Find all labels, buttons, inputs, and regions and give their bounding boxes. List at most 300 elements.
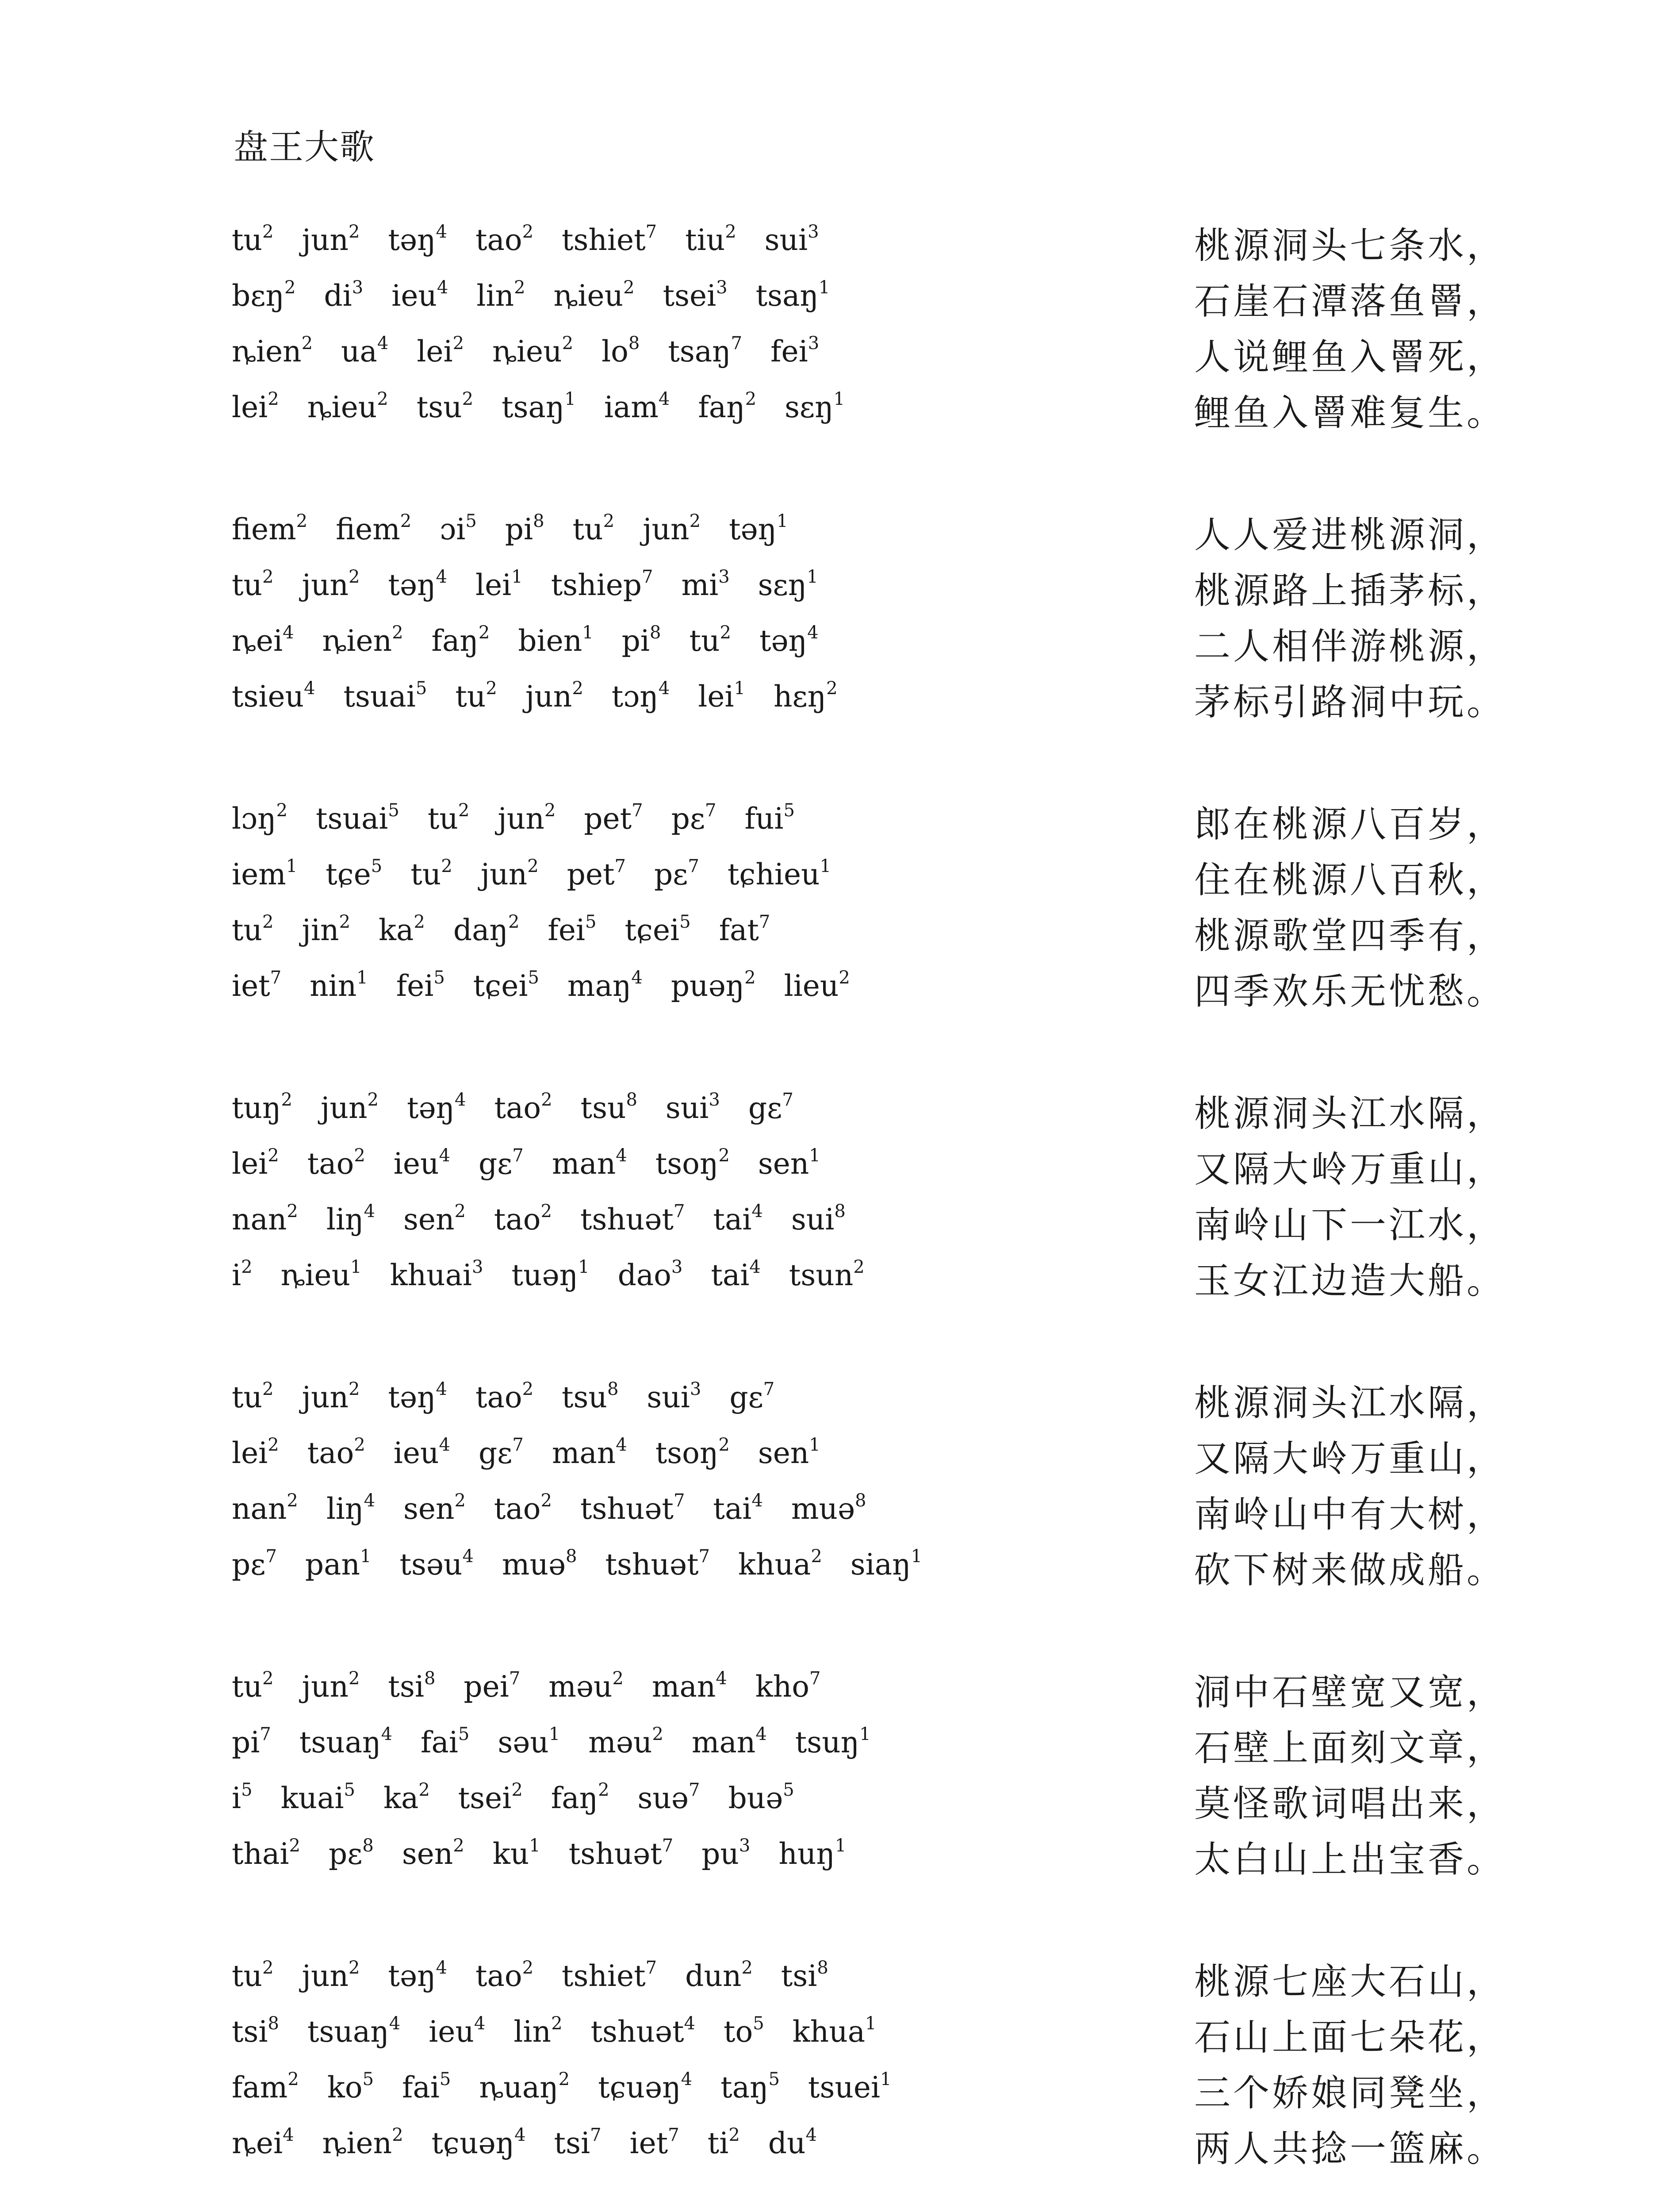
syllable-text: tɕuəŋ [431,2126,515,2160]
syllable-text: ȵieu [280,1258,351,1292]
syllable [604,390,670,424]
syllable [505,512,544,546]
syllable [232,1202,298,1237]
tone-number: 4 [436,1379,447,1399]
syllable [341,334,388,369]
syllable [232,390,279,424]
tone-number: 1 [529,1836,540,1856]
chinese-translation: 又隔大岭万重山， [1194,1148,1506,1190]
syllable-text: məu [548,1670,613,1704]
tone-number: 4 [514,2125,526,2145]
syllable [689,624,731,658]
syllable-text: tshiep [551,568,642,602]
syllable-text: ȵei [232,2126,283,2160]
syllable [758,1147,820,1181]
tone-number: 2 [541,1090,552,1110]
syllable [417,390,473,424]
tone-number: 2 [486,678,497,699]
tone-number: 7 [698,1546,710,1567]
verse-line [232,384,1523,440]
tone-number: 2 [458,800,470,821]
tone-number: 2 [367,1090,379,1110]
syllable [652,1670,727,1704]
syllable-text: sui [647,1380,690,1414]
syllable [232,1725,271,1759]
syllable-text: ȵieu [553,279,624,313]
syllable [765,223,819,257]
syllable [232,279,295,313]
tone-number: 2 [511,1780,523,1800]
tone-number: 8 [607,1379,619,1399]
tone-number: 4 [658,389,670,409]
syllable [232,1959,273,1993]
syllable [388,223,447,257]
verse-line [232,273,1523,328]
syllable-text: pɛ [654,857,688,891]
tone-number: 7 [509,1668,521,1689]
syllable-text: pi [621,624,650,658]
tone-number: 2 [522,1379,534,1399]
tone-number: 1 [578,1257,590,1277]
tone-number: 1 [807,567,818,587]
tone-number: 4 [755,1724,767,1744]
syllable [562,223,657,257]
verse-line [232,907,1523,963]
tone-number: 3 [808,333,820,353]
syllable-text: fiem [232,512,296,546]
phonetic-transcription [232,680,866,714]
syllable [232,680,315,714]
syllable [758,1436,820,1470]
verse-line [232,1719,1523,1775]
song-text [232,217,1523,2212]
syllable [612,680,670,714]
tone-number: 8 [628,333,640,353]
tone-number: 2 [392,2125,403,2145]
syllable-text: sen [758,1147,809,1181]
tone-number: 7 [673,1490,685,1511]
verse-line [232,618,1523,673]
syllable-text: tao [494,1091,541,1125]
tone-number: 7 [763,1379,775,1399]
syllable-text: tsieu [232,680,304,714]
phonetic-transcription [232,857,859,891]
syllable [232,802,287,836]
syllable-text: gɛ [729,1380,763,1414]
tone-number: 2 [522,222,534,242]
tone-number: 2 [268,1145,279,1166]
syllable [494,1492,552,1526]
syllable [738,1548,822,1582]
syllable [581,1091,637,1125]
syllable [326,1492,375,1526]
tone-number: 2 [289,1836,300,1856]
tone-number: 7 [668,2125,679,2145]
syllable-text: sɛŋ [785,390,834,424]
tone-number: 7 [265,1546,277,1567]
tone-number: 2 [262,912,274,932]
verse-line [232,1775,1523,1831]
tone-number: 4 [283,2125,294,2145]
tone-number: 1 [865,2013,877,2034]
syllable-text: nan [232,1202,287,1237]
syllable-text: sen [403,1202,455,1237]
tone-number: 4 [749,1257,761,1277]
syllable-text: tai [711,1258,750,1292]
tone-number: 2 [612,1668,624,1689]
syllable [455,680,497,714]
tone-number: 1 [880,2069,892,2089]
syllable-text: tshiet [562,223,646,257]
tone-number: 8 [834,1201,846,1221]
chinese-translation: 桃源歌堂四季有， [1194,915,1506,957]
syllable [569,1837,673,1871]
chinese-translation: 两人共捻一篮麻。 [1194,2128,1506,2170]
phonetic-transcription [232,512,816,546]
syllable [232,2126,294,2160]
syllable-text: tsei [458,1781,512,1815]
syllable [808,2070,892,2104]
syllable [402,1837,464,1871]
chinese-translation: 桃源七座大石山， [1194,1961,1506,2003]
tone-number: 4 [616,1145,627,1166]
syllable [755,1670,821,1704]
syllable-text: tu [232,1959,263,1993]
syllable-text: tshiet [562,1959,646,1993]
syllable [232,334,313,369]
tone-number: 5 [783,800,795,821]
syllable-text: fai [421,1725,458,1759]
syllable-text: to [723,2015,753,2049]
syllable [403,1492,466,1526]
syllable [307,1147,365,1181]
tone-number: 1 [911,1546,923,1567]
syllable-text: tsoŋ [655,1436,719,1470]
phonetic-transcription [232,624,847,658]
tone-number: 4 [807,622,819,643]
syllable-text: lieu [784,969,839,1003]
syllable-text: huŋ [778,1837,835,1871]
syllable [417,334,464,369]
verse-line [232,1085,1523,1141]
stanza [232,506,1523,729]
chinese-translation: 石崖石潭落鱼罾， [1194,280,1506,323]
running-header: 盘王大歌 [234,127,376,167]
phonetic-transcription [232,913,798,947]
tone-number: 2 [276,800,288,821]
tone-number: 7 [270,968,282,988]
tone-number: 7 [662,1836,674,1856]
syllable [232,913,273,947]
syllable-text: jun [321,1091,368,1125]
syllable-text: tu [232,568,263,602]
syllable-text: tsuaŋ [299,1725,381,1759]
tone-number: 1 [818,277,830,298]
tone-number: 2 [540,1201,552,1221]
tone-number: 2 [527,856,539,876]
syllable [475,1380,533,1414]
syllable [591,2015,695,2049]
syllable [453,913,520,947]
tone-number: 5 [241,1780,253,1800]
syllable-text: tɕe [326,857,371,891]
tone-number: 2 [354,1145,365,1166]
stanza [232,1374,1523,1597]
phonetic-transcription [232,1781,823,1815]
syllable-text: pɛ [232,1548,266,1582]
syllable [326,1202,375,1237]
syllable-text: tao [475,1380,522,1414]
syllable-text: dun [685,1959,742,1993]
syllable-text: jin [302,913,339,947]
syllable-text: jun [302,1959,349,1993]
syllable-text: ɔi [440,512,466,546]
verse-line [232,562,1523,618]
syllable-text: tɔŋ [611,680,659,714]
tone-number: 2 [689,511,701,531]
chinese-translation: 莫怪歌词唱出来， [1194,1783,1506,1825]
tone-number: 4 [381,1724,393,1744]
syllable [232,1492,298,1526]
tone-number: 4 [631,968,643,988]
syllable [567,857,626,891]
syllable [232,1091,292,1125]
syllable-text: tai [713,1492,752,1526]
tone-number: 2 [241,1257,253,1277]
syllable-text: pu [701,1837,739,1871]
tone-number: 4 [377,333,389,353]
tone-number: 1 [859,1724,871,1744]
chinese-translation: 石山上面七朵花， [1194,2016,1506,2058]
syllable [502,390,576,424]
syllable [232,1670,273,1704]
syllable-text: thai [232,1837,289,1871]
syllable [388,568,447,602]
syllable-text: pet [567,857,615,891]
tone-number: 2 [348,567,360,587]
syllable-text: jun [643,512,690,546]
syllable [759,624,819,658]
phonetic-transcription [232,223,847,257]
tone-number: 2 [414,912,425,932]
syllable [440,512,477,546]
tone-number: 2 [287,2069,299,2089]
phonetic-transcription [232,969,878,1003]
tone-number: 7 [809,1668,821,1689]
syllable-text: iem [232,857,286,891]
tone-number: 4 [462,1546,474,1567]
syllable-text: tu [455,680,486,714]
syllable-text: tsuaŋ [307,2015,389,2049]
verse-line [232,1541,1523,1597]
syllable [784,969,850,1003]
tone-number: 4 [751,1490,763,1511]
tone-number: 2 [400,511,412,531]
syllable-text: jun [498,802,544,836]
chinese-translation: 郎在桃源八百岁， [1194,803,1506,845]
phonetic-transcription [232,1202,874,1237]
syllable [429,2015,485,2049]
tone-number: 2 [540,1490,552,1511]
syllable-text: fei [770,334,808,369]
syllable-text: tsi [554,2126,590,2160]
verse-line [232,963,1523,1018]
tone-number: 2 [508,912,520,932]
syllable-text: tao [494,1202,541,1237]
syllable [548,1670,624,1704]
chinese-translation: 又隔大岭万重山， [1194,1438,1506,1480]
syllable-text: tɕei [473,969,528,1003]
verse-line [232,2064,1523,2120]
syllable [729,512,788,546]
syllable [232,624,294,658]
syllable [729,1380,774,1414]
syllable-text: tsun [789,1258,854,1292]
tone-number: 8 [424,1668,436,1689]
syllable-text: təŋ [729,512,777,546]
tone-number: 1 [582,622,594,643]
syllable-text: iet [232,969,270,1003]
tone-number: 4 [616,1435,627,1455]
syllable-text: tu [410,857,441,891]
syllable-text: ieu [393,1436,439,1470]
chinese-translation: 南岭山中有大树， [1194,1494,1506,1536]
syllable-text: jun [302,1380,349,1414]
syllable [329,1837,374,1871]
tone-number: 2 [562,333,574,353]
syllable-text: sɛŋ [758,568,807,602]
syllable [232,2070,299,2104]
stanza [232,1663,1523,1886]
syllable-text: mi [681,568,719,602]
tone-number: 4 [436,1958,447,1978]
syllable [548,913,596,947]
syllable-text: ȵieu [307,390,377,424]
syllable [671,802,717,836]
verse-line [232,795,1523,851]
syllable-text: ku [492,1837,529,1871]
syllable-text: i [232,1258,241,1292]
syllable [605,1548,710,1582]
tone-number: 7 [782,1090,793,1110]
syllable [708,2126,740,2160]
tone-number: 2 [544,800,556,821]
tone-number: 2 [522,1958,534,1978]
syllable-text: sen [403,1492,455,1526]
syllable [551,1781,609,1815]
syllable-text: tɕuəŋ [598,2070,681,2104]
tone-number: 4 [436,222,447,242]
syllable [281,1258,362,1292]
tone-number: 5 [585,912,597,932]
syllable [512,1258,590,1292]
phonetic-transcription [232,1670,849,1704]
tone-number: 2 [728,2125,740,2145]
verse-line [232,1663,1523,1719]
tone-number: 2 [598,1780,609,1800]
chinese-translation: 鲤鱼入罾难复生。 [1194,392,1506,434]
chinese-translation: 二人相伴游桃源， [1194,626,1506,668]
tone-number: 2 [287,1490,298,1511]
syllable-text: tsu [416,390,462,424]
syllable [851,1548,922,1582]
stanza [232,1953,1523,2176]
syllable-text: fam [232,2070,288,2104]
syllable-text: khua [792,2015,866,2049]
tone-number: 4 [304,678,315,699]
syllable-text: ȵien [232,334,302,369]
syllable [498,1725,560,1759]
chinese-translation: 洞中石壁宽又宽， [1194,1671,1506,1713]
syllable [388,1959,447,1993]
syllable [573,512,614,546]
tone-number: 1 [360,1546,372,1567]
chinese-translation: 南岭山下一江水， [1194,1204,1506,1246]
syllable [232,568,273,602]
syllable [768,2126,817,2160]
syllable [666,1091,720,1125]
syllable [668,334,742,369]
syllable [701,1837,750,1871]
syllable-text: man [552,1436,616,1470]
syllable-text: tsaŋ [502,390,565,424]
chinese-translation: 玉女江边造大船。 [1194,1260,1506,1302]
syllable-text: faŋ [431,624,479,658]
syllable [647,1380,701,1414]
stanza [232,1085,1523,1308]
tone-number: 7 [731,333,743,353]
phonetic-transcription [232,1725,899,1759]
syllable-text: ȵei [232,624,283,658]
verse-line [232,1430,1523,1486]
tone-number: 8 [855,1490,866,1511]
phonetic-transcription [232,1258,893,1292]
syllable-text: lin [476,279,514,313]
tone-number: 1 [835,1836,847,1856]
tone-number: 2 [339,912,351,932]
syllable [492,334,573,369]
syllable-text: jun [480,857,528,891]
syllable [618,1258,683,1292]
tone-number: 2 [284,277,296,298]
syllable-text: lɔŋ [232,802,276,836]
syllable-text: tsuai [343,680,416,714]
syllable-text: sui [764,223,808,257]
syllable-text: lo [602,334,628,369]
tone-number: 1 [809,1435,820,1455]
tone-number: 3 [808,222,819,242]
syllable [481,857,539,891]
phonetic-transcription [232,1837,874,1871]
tone-number: 8 [817,1958,828,1978]
tone-number: 5 [768,2069,780,2089]
tone-number: 4 [684,2013,695,2034]
syllable-text: fiem [336,512,400,546]
syllable-text: daŋ [453,913,508,947]
syllable [711,1258,760,1292]
chinese-translation: 四季欢乐无忧愁。 [1194,971,1506,1013]
syllable [388,1380,447,1414]
tone-number: 2 [623,277,635,298]
syllable-text: tao [475,223,522,257]
syllable [713,1492,763,1526]
tone-number: 1 [511,567,523,587]
syllable [588,1725,663,1759]
tone-number: 5 [458,1724,470,1744]
tone-number: 7 [705,800,717,821]
syllable-text: ka [379,913,414,947]
syllable-text: iam [604,390,659,424]
